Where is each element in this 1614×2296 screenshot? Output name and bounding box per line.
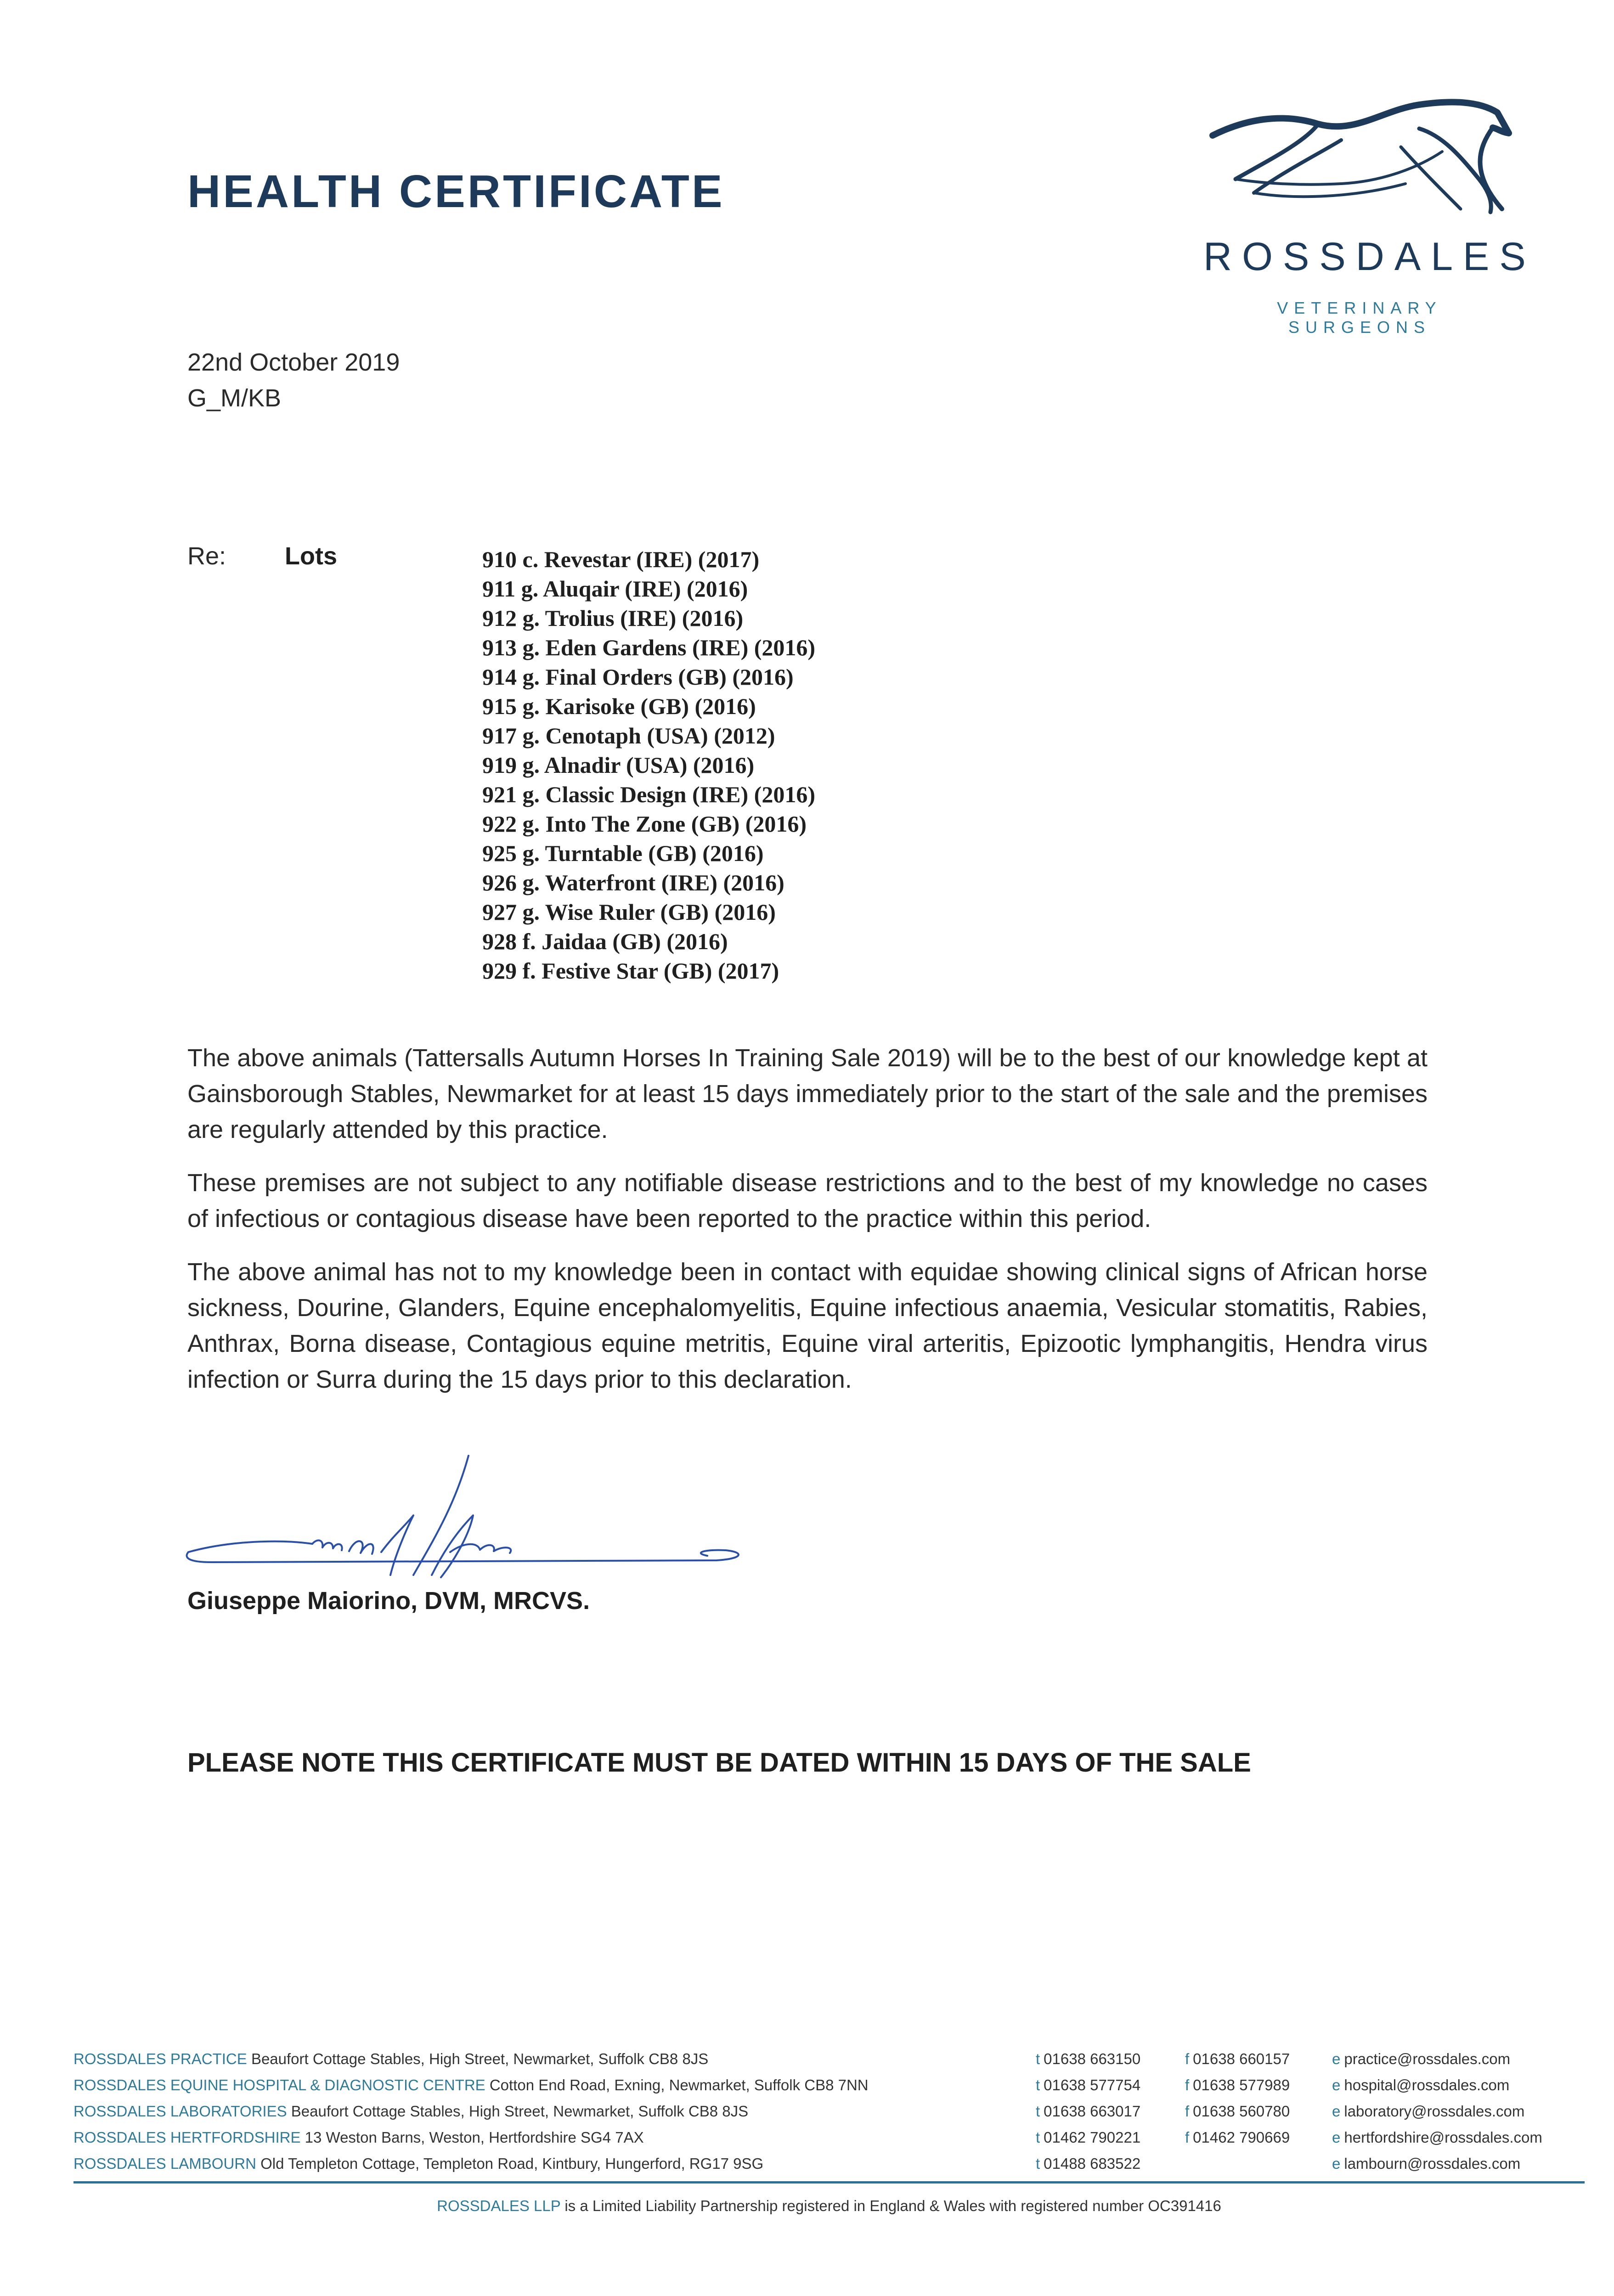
lot-item: 927 g. Wise Ruler (GB) (2016): [482, 899, 776, 925]
office-tel: 01638 663150: [1044, 2050, 1141, 2067]
footer-registration: [73, 2197, 1585, 2215]
office-email: hospital@rossdales.com: [1344, 2077, 1510, 2093]
lot-item: 912 g. Trolius (IRE) (2016): [482, 605, 744, 631]
lot-item: 914 g. Final Orders (GB) (2016): [482, 664, 794, 690]
office-email: practice@rossdales.com: [1344, 2050, 1511, 2067]
footer-offices: [73, 2046, 1589, 2177]
lot-item: 911 g. Aluqair (IRE) (2016): [482, 576, 748, 602]
horse-logo-icon: [1203, 92, 1516, 230]
office-tel: 01638 663017: [1044, 2103, 1141, 2120]
office-fax: 01638 560780: [1193, 2103, 1290, 2120]
date-reference-block: [187, 344, 400, 416]
office-tel: 01462 790221: [1044, 2129, 1141, 2146]
lot-item: 917 g. Cenotaph (USA) (2012): [482, 723, 775, 748]
office-fax: 01638 577989: [1193, 2077, 1290, 2093]
lot-item: 928 f. Jaidaa (GB) (2016): [482, 929, 728, 954]
lot-item: 910 c. Revestar (IRE) (2017): [482, 546, 760, 572]
office-name: ROSSDALES EQUINE HOSPITAL & DIAGNOSTIC CENTRE: [73, 2077, 485, 2093]
office-address: Old Templeton Cottage, Templeton Road, Kintbury, Hungerford, RG17 9SG: [260, 2155, 764, 2172]
lot-item: 915 g. Karisoke (GB) (2016): [482, 693, 756, 719]
office-name: ROSSDALES HERTFORDSHIRE: [73, 2129, 301, 2146]
footer-office-row: ROSSDALES LABORATORIES Beaufort Cottage Stables, High Street, Newmarket, Suffolk CB8 8JS t 01638 663017 f 01638 560780 e laboratory@rossdales.com: [73, 2103, 1525, 2120]
office-email: lambourn@rossdales.com: [1344, 2155, 1521, 2172]
lots-label: Lots: [285, 542, 337, 570]
office-address: Beaufort Cottage Stables, High Street, Newmarket, Suffolk CB8 8JS: [291, 2103, 749, 2120]
office-fax: 01462 790669: [1193, 2129, 1290, 2146]
lot-item: 929 f. Festive Star (GB) (2017): [482, 958, 779, 984]
office-email: hertfordshire@rossdales.com: [1344, 2129, 1542, 2146]
lot-item: 921 g. Classic Design (IRE) (2016): [482, 782, 815, 807]
lot-item: 925 g. Turntable (GB) (2016): [482, 840, 764, 866]
registration-text: is a Limited Liability Partnership registered in England & Wales with registered number OC391416: [564, 2197, 1221, 2214]
handwritten-signature: [175, 1437, 753, 1593]
lot-item: 919 g. Alnadir (USA) (2016): [482, 752, 755, 778]
footer-office-row: ROSSDALES PRACTICE Beaufort Cottage Stables, High Street, Newmarket, Suffolk CB8 8JS t 01638 663150 f 01638 660157 e practice@rossdales.com: [73, 2050, 1511, 2067]
letter-date: 22nd October 2019: [187, 349, 400, 376]
rossdales-logo: [1203, 92, 1536, 337]
page-title: HEALTH CERTIFICATE: [187, 166, 725, 217]
signatory-name: Giuseppe Maiorino, DVM, MRCVS.: [187, 1587, 590, 1615]
footer-office-row: ROSSDALES LAMBOURN Old Templeton Cottage, Templeton Road, Kintbury, Hungerford, RG17 9SG t 01488 683522 e lambourn@rossdales.com: [73, 2155, 1521, 2172]
lots-list: [482, 545, 815, 985]
body-paragraph: The above animal has not to my knowledge been in contact with equidae showing clinical signs of African horse sickness, Dourine, Glanders, Equine encephalomyelitis, Equine infectious anaemia, Vesicular stomatitis, Rabies, Anthrax, Borna disease, Contagious equine metritis, Equine viral arteritis, Epizootic lymphangitis, Hendra virus infection or Surra during the 15 days prior to this declaration.: [187, 1258, 1428, 1393]
logo-wordmark: ROSSDALES: [1203, 235, 1536, 279]
office-address: Cotton End Road, Exning, Newmarket, Suffolk CB8 7NN: [489, 2077, 869, 2093]
office-tel: 01488 683522: [1044, 2155, 1141, 2172]
lot-item: 926 g. Waterfront (IRE) (2016): [482, 870, 784, 895]
letter-reference: G_M/KB: [187, 384, 282, 412]
office-name: ROSSDALES LAMBOURN: [73, 2155, 256, 2172]
lot-item: 913 g. Eden Gardens (IRE) (2016): [482, 635, 816, 660]
dating-note: PLEASE NOTE THIS CERTIFICATE MUST BE DATED WITHIN 15 DAYS OF THE SALE: [187, 1748, 1251, 1778]
office-address: 13 Weston Barns, Weston, Hertfordshire SG4 7AX: [305, 2129, 644, 2146]
footer-divider: [73, 2181, 1585, 2183]
footer-office-row: ROSSDALES HERTFORDSHIRE 13 Weston Barns, Weston, Hertfordshire SG4 7AX t 01462 790221 f 01462 790669 e hertfordshire@rossdales.com: [73, 2129, 1542, 2146]
office-name: ROSSDALES LABORATORIES: [73, 2103, 287, 2120]
office-email: laboratory@rossdales.com: [1344, 2103, 1525, 2120]
registration-name: ROSSDALES LLP: [437, 2197, 561, 2214]
office-address: Beaufort Cottage Stables, High Street, Newmarket, Suffolk CB8 8JS: [251, 2050, 709, 2067]
footer-office-row: ROSSDALES EQUINE HOSPITAL & DIAGNOSTIC CENTRE Cotton End Road, Exning, Newmarket, Suffolk CB8 7NN t 01638 577754 f 01638 577989 e hospital@rossdales.com: [73, 2077, 1510, 2093]
re-label: Re:: [187, 542, 226, 570]
certificate-body: [187, 1040, 1428, 1415]
office-name: ROSSDALES PRACTICE: [73, 2050, 247, 2067]
office-tel: 01638 577754: [1044, 2077, 1141, 2093]
body-paragraph: The above animals (Tattersalls Autumn Horses In Training Sale 2019) will be to the best of our knowledge kept at Gainsborough Stables, Newmarket for at least 15 days immediately prior to the start of the sale and the premises are regularly attended by this practice.: [187, 1044, 1428, 1143]
body-paragraph: These premises are not subject to any notifiable disease restrictions and to the best of my knowledge no cases of infectious or contagious disease have been reported to the practice within this period.: [187, 1169, 1428, 1232]
logo-subtitle: VETERINARY SURGEONS: [1277, 298, 1442, 337]
office-fax: 01638 660157: [1193, 2050, 1290, 2067]
lot-item: 922 g. Into The Zone (GB) (2016): [482, 811, 807, 837]
